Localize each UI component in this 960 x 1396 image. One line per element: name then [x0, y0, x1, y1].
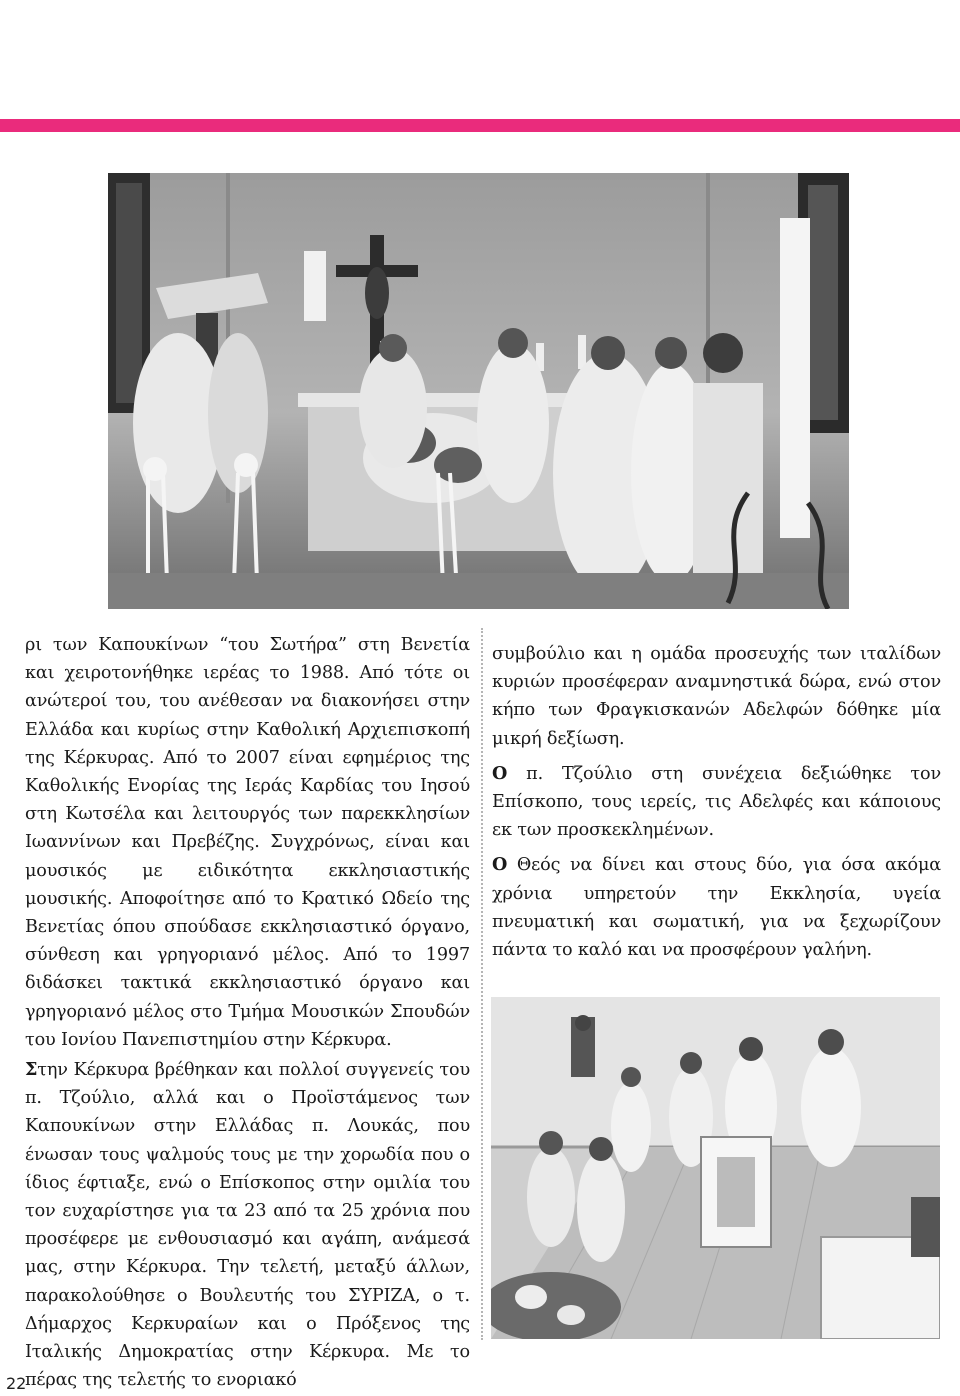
top-color-bar	[0, 119, 960, 132]
right-text-column	[492, 640, 941, 964]
column-divider	[481, 628, 483, 1340]
right-paragraph-3-lead: Ο	[492, 854, 508, 876]
right-paragraph-2-lead: Ο	[492, 762, 508, 784]
left-text-column	[25, 631, 470, 1394]
right-paragraph-2	[492, 760, 941, 845]
right-paragraph-2-text: π. Τζούλιο στη συνέχεια δεξιώθηκε τον Επίσκοπο, τους ιερείς, τις Αδελφές και κάποιους εκ των προσκεκλημένων.	[492, 763, 941, 841]
right-paragraph-1: συμβούλιο και η ομάδα προσευχής των ιταλίδων κυριών προσέφεραν αναμνηστικά δώρα, ενώ στον κήπο των Φραγκισκανών Αδελφών δόθηκε μία μικρή δεξίωση.	[492, 644, 941, 749]
page-number: 22	[6, 1374, 27, 1393]
altar-photo	[108, 173, 849, 609]
left-paragraph-2-text: την Κέρκυρα βρέθηκαν και πολλοί συγγενείς του π. Τζούλιο, αλλά και ο Προϊστάμενος των Καπουκίνων στην Ελλάδας π. Λουκάς, που ένωσαν τους ψαλμούς τους με την χορωδία που ο ίδιος έφτιαξε, ενώ ο Επίσκοπος στην ομιλία του τον ευχαρίστησε για τα 23 από τα 25 χρόνια που προσέφερε με ενθουσιασμό και αγάπη, ανάμεσά μας, στην Κέρκυρα. Την τελετή, μεταξύ άλλων, παρακολούθησε ο Βουλευτής του ΣΥΡΙΖΑ, ο τ. Δήμαρχος Κερκυραίων και ο Πρόξενος της Ιταλικής Δημοκρατίας στην Κέρκυρα. Με το πέρας της τελετής το ενοριακό	[25, 1060, 470, 1391]
ceremony-photo	[491, 997, 940, 1339]
right-paragraph-3	[492, 851, 941, 964]
left-paragraph-2	[25, 1056, 470, 1394]
right-paragraph-3-text: Θεός να δίνει και στους δύο, για όσα ακόμα χρόνια υπηρετούν την Εκκλησία, υγεία πνευματική και σωματική, για να ξεχωρίζουν πάντα το καλό και να προσφέρουν γαλήνη.	[492, 855, 941, 961]
left-paragraph-2-lead: Σ	[25, 1059, 38, 1081]
left-paragraph-1: ρι των Καπουκίνων “του Σωτήρα” στη Βενετία και χειροτονήθηκε ιερέας το 1988. Από τότε οι ανώτεροί του, του ανέθεσαν να διακονήσει στην Ελλάδα και κυρίως στην Καθολική Αρχιεπισκοπή της Κέρκυρας. Από το 2007 είναι εφημέριος της Καθολικής Ενορίας της Ιεράς Καρδίας του Ιησού στη Κωτσέλα και λειτουργός των παρεκκλησίων Ιωαννίνων και Πρεβέζης. Συγχρόνως, είναι και μουσικός με ειδικότητα εκκλησιαστικής μουσικής. Αποφοίτησε από το Κρατικό Ωδείο της Βενετίας όπου σπούδασε εκκλησιαστικό όργανο, σύνθεση και γρηγοριανό μέλος. Από το 1997 διδάσκει τακτικά εκκλησιαστικό όργανο και γρηγοριανό μέλος στο Τμήμα Μουσικών Σπουδών του Ιονίου Πανεπιστημίου στην Κέρκυρα.	[25, 635, 470, 1050]
